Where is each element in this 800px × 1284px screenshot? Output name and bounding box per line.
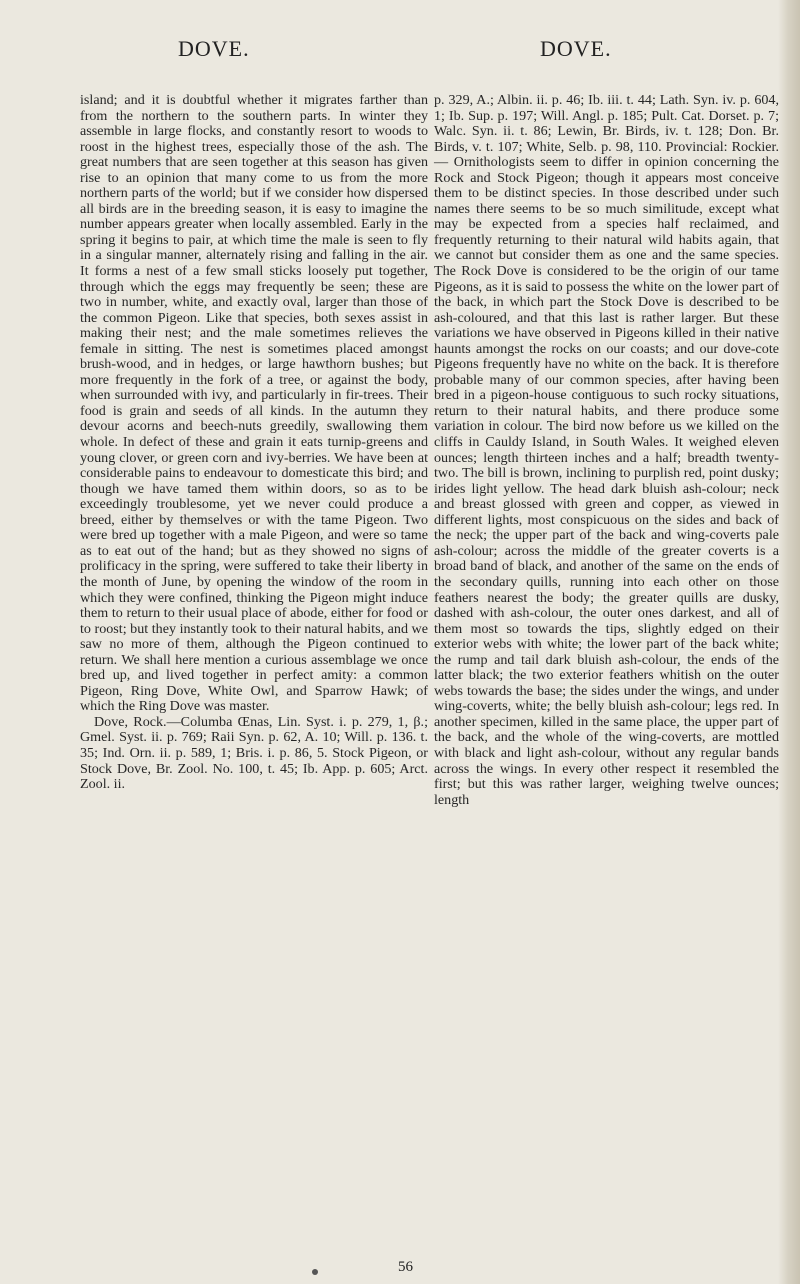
print-mark [312,1269,318,1275]
page-edge-shadow [778,0,800,1284]
header-right: DOVE. [540,36,612,61]
running-header [0,36,800,76]
header-left: DOVE. [178,36,250,61]
page-number: 56 [398,1259,413,1275]
paragraph: p. 329, A.; Albin. ii. p. 46; Ib. iii. t. 44; Lath. Syn. iv. p. 604, 1; Ib. Sup. p. 197; Will. Angl. p. 185; Pult. Cat. Dorset. p. 7; Walc. Syn. ii. t. 86; Lewin, Br. Birds, iv. t. 128; Don. Br. Birds, v. t. 107; White, Selb. p. 98, 110. Provincial: Rockier.— Ornithologists seem to differ in opinion concerning the Rock and Stock Pigeon; though it appears most conceive them to be distinct species. In those described under such names there seems to be so much similitude, except what may be expected from a species half reclaimed, and frequently returning to their natural wild habits again, that we cannot but consider them as one and the same species. The Rock Dove is considered to be the origin of our tame Pigeons, as it is said to possess the white on the lower part of the back, in which part the Stock Dove is described to be ash-coloured, and that this last is rather larger. But these variations we have observed in Pigeons killed in their native haunts amongst the rocks on our coasts; and our dove-cote Pigeons frequently have no white on the back. It is therefore probable many of our common species, after having been bred in a pigeon-house contiguous to such rocky situations, return to their natural habits, and there produce some variation in colour. The bird now before us we killed on the cliffs in Cauldy Island, in South Wales. It weighed eleven ounces; length thirteen inches and a half; breadth twenty-two. The bill is brown, inclining to purplish red, point dusky; irides light yellow. The head dark bluish ash-colour; neck and breast glossed with green and copper, as viewed in different lights, most conspicuous on the sides and back of the neck; the upper part of the back and wing-coverts pale ash-colour; across the middle of the greater coverts is a broad band of black, and another of the same on the ends of the secondary quills, running into each other on those feathers nearest the body; the greater quills are dusky, dashed with ash-colour, the outer ones darkest, and all of them most so towards the tips, slightly edged on their exterior webs with white; the lower part of the back white; the rump and tail dark bluish ash-colour, the ends of the latter black; the two exterior feathers whitish on the outer webs towards the base; the sides under the wings, and under wing-coverts, white; the belly bluish ash-colour; legs red. In another specimen, killed in the same place, the upper part of the back, and the whole of the wing-coverts, are mottled with black and light ash-colour, without any regular bands across the wings. In every other respect it resembled the first; but this was rather larger, weighing twelve ounces; length [434,92,779,808]
right-column [434,93,779,808]
left-column [80,93,428,793]
paragraph: Dove, Rock.—Columba Œnas, Lin. Syst. i. p. 279, 1, β.; Gmel. Syst. ii. p. 769; Raii Syn. p. 62, A. 10; Will. p. 136. t. 35; Ind. Orn. ii. p. 589, 1; Bris. i. p. 86, 5. Stock Pigeon, or Stock Dove, Br. Zool. No. 100, t. 45; Ib. App. p. 605; Arct. Zool. ii. [80,713,428,793]
paragraph: island; and it is doubtful whether it migrates farther than from the northern to the southern parts. In winter they assemble in large flocks, and constantly resort to woods to roost in the highest trees, especially those of the ash. The great numbers that are seen together at this season has given rise to an opinion that many come to us from the more northern parts of the world; but if we consider how dispersed all birds are in the breeding season, it is easy to imagine the number appears greater when locally assembled. Early in the spring it begins to pair, at which time the male is seen to fly in a singular manner, alternately rising and falling in the air. It forms a nest of a few small sticks loosely put together, through which the eggs may frequently be seen; these are two in number, white, and exactly oval, larger than those of the common Pigeon. Like that species, both sexes assist in making their nest; and the male sometimes relieves the female in sitting. The nest is sometimes placed amongst brush-wood, and in hedges, or large hawthorn bushes; but more frequently in the fork of a tree, or against the body, when surrounded with ivy, and particularly in fir-trees. Their food is grain and seeds of all kinds. In the autumn they devour acorns and beech-nuts greedily, swallowing them whole. In defect of these and grain it eats turnip-greens and young clover, or green corn and ivy-berries. We have been at considerable pains to endeavour to domesticate this bird; and though we have tamed them within doors, so as to be exceedingly troublesome, yet we never could produce a breed, either by themselves or with the tame Pigeon. Two were bred up together with a male Pigeon, and were so tame as to eat out of the hand; but as they showed no signs of prolificacy in the spring, were suffered to take their liberty in the month of June, by opening the window of the room in which they were confined, thinking the Pigeon might induce them to return to their usual place of abode, either for food or to roost; but they instantly took to their natural habits, and we saw no more of them, although the Pigeon continued to return. We shall here mention a curious assemblage we once bred up, and lived together in perfect amity: a common Pigeon, Ring Dove, White Owl, and Sparrow Hawk; of which the Ring Dove was master. [80,92,428,715]
